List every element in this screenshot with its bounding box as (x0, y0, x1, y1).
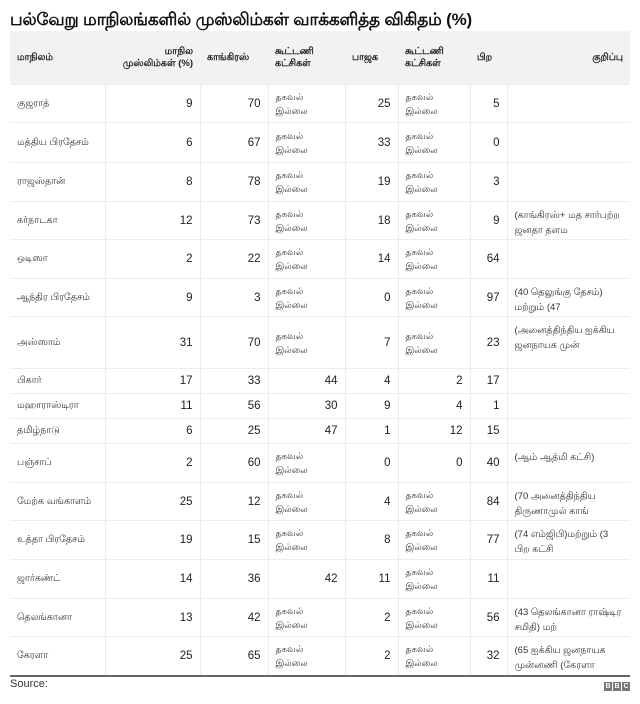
header-others: பிற (470, 31, 507, 85)
note-cell: (65 ஐக்கிய ஜனநாயக முன்னணி (கேரளா (507, 637, 630, 676)
bjp-cell: 0 (345, 279, 398, 317)
congress-cell: 3 (200, 279, 268, 317)
bjp-allies-cell: தகவல் இல்லை (398, 483, 470, 521)
muslim-pct-cell: 6 (105, 123, 200, 163)
bjp-allies-cell: தகவல் இல்லை (398, 123, 470, 163)
header-state: மாநிலம் (10, 31, 105, 85)
others-cell: 0 (470, 123, 507, 163)
muslim-pct-cell: 14 (105, 560, 200, 599)
table-row (10, 521, 630, 560)
congress-cell: 36 (200, 560, 268, 599)
bjp-cell: 9 (345, 394, 398, 419)
bjp-cell: 19 (345, 163, 398, 202)
table-row (10, 394, 630, 419)
state-cell: கர்நாடகா (10, 202, 105, 240)
table-row (10, 369, 630, 394)
congress-cell: 67 (200, 123, 268, 163)
header-note: குறிப்பு (507, 31, 630, 85)
state-cell: அஸ்ஸாம் (10, 317, 105, 369)
muslim-pct-cell: 17 (105, 369, 200, 394)
header-muslim-pct: மாநில முஸ்லிம்கள் (%) (105, 31, 200, 85)
congress-cell: 65 (200, 637, 268, 676)
others-cell: 23 (470, 317, 507, 369)
congress-allies-cell: தகவல் இல்லை (268, 202, 345, 240)
congress-cell: 56 (200, 394, 268, 419)
table-row (10, 85, 630, 123)
others-cell: 1 (470, 394, 507, 419)
note-cell: (காங்கிரஸ்+ மத சார்பற்ற ஜனதா தளம (507, 202, 630, 240)
state-cell: ஆந்திர பிரதேசம் (10, 279, 105, 317)
table-header-row (10, 31, 630, 85)
muslim-pct-cell: 19 (105, 521, 200, 560)
bjp-allies-cell: 2 (398, 369, 470, 394)
others-cell: 5 (470, 85, 507, 123)
note-cell: (அனைத்திந்திய ஐக்கிய ஜனநாயக முன் (507, 317, 630, 369)
bjp-cell: 1 (345, 419, 398, 444)
muslim-pct-cell: 31 (105, 317, 200, 369)
bbc-logo-letter: B (614, 683, 620, 690)
congress-cell: 15 (200, 521, 268, 560)
bjp-allies-cell: 12 (398, 419, 470, 444)
bjp-cell: 4 (345, 483, 398, 521)
congress-allies-cell: 44 (268, 369, 345, 394)
congress-cell: 70 (200, 85, 268, 123)
bjp-cell: 8 (345, 521, 398, 560)
table-row (10, 317, 630, 369)
congress-allies-cell: தகவல் இல்லை (268, 637, 345, 676)
note-cell: (70 அனைத்திந்திய திருணாமுல் காங் (507, 483, 630, 521)
state-cell: பிகார் (10, 369, 105, 394)
table-row (10, 123, 630, 163)
bjp-allies-cell: தகவல் இல்லை (398, 637, 470, 676)
others-cell: 9 (470, 202, 507, 240)
congress-allies-cell: 42 (268, 560, 345, 599)
state-cell: ஒடிஸா (10, 240, 105, 279)
bjp-cell: 33 (345, 123, 398, 163)
muslim-pct-cell: 25 (105, 637, 200, 676)
note-cell (507, 85, 630, 123)
bjp-allies-cell: தகவல் இல்லை (398, 163, 470, 202)
congress-allies-cell: தகவல் இல்லை (268, 240, 345, 279)
table-row (10, 444, 630, 483)
state-cell: ஜார்கண்ட் (10, 560, 105, 599)
state-cell: மேற்க வங்காளம் (10, 483, 105, 521)
bjp-allies-cell: 4 (398, 394, 470, 419)
bjp-cell: 25 (345, 85, 398, 123)
note-cell: (43 தெலங்கானா ராஷ்டிர சமிதி) மற் (507, 599, 630, 637)
congress-allies-cell: தகவல் இல்லை (268, 123, 345, 163)
note-cell: (40 தெலுங்கு தேசம்) மற்றும் (47 (507, 279, 630, 317)
state-cell: மத்திய பிரதேசம் (10, 123, 105, 163)
bjp-cell: 14 (345, 240, 398, 279)
state-cell: குஜராத் (10, 85, 105, 123)
bjp-allies-cell: தகவல் இல்லை (398, 521, 470, 560)
table-row (10, 637, 630, 676)
chart-title: பல்வேறு மாநிலங்களில் முஸ்லிம்கள் வாக்களித்த விகிதம் (%) (10, 10, 472, 29)
others-cell: 77 (470, 521, 507, 560)
note-cell (507, 419, 630, 444)
table-row (10, 240, 630, 279)
bbc-logo-letter: B (605, 683, 611, 690)
muslim-pct-cell: 11 (105, 394, 200, 419)
bjp-cell: 2 (345, 599, 398, 637)
congress-allies-cell: தகவல் இல்லை (268, 483, 345, 521)
header-congress: காங்கிரஸ் (200, 31, 268, 85)
muslim-pct-cell: 8 (105, 163, 200, 202)
note-cell: (74 எம்ஜிபி)மற்றும் (3 பிற கட்சி (507, 521, 630, 560)
note-cell (507, 240, 630, 279)
state-cell: பஞ்சாப் (10, 444, 105, 483)
bjp-cell: 4 (345, 369, 398, 394)
muslim-pct-cell: 6 (105, 419, 200, 444)
bjp-allies-cell: தகவல் இல்லை (398, 240, 470, 279)
muslim-pct-cell: 12 (105, 202, 200, 240)
congress-cell: 22 (200, 240, 268, 279)
others-cell: 56 (470, 599, 507, 637)
state-cell: கேரளா (10, 637, 105, 676)
note-cell: (ஆம் ஆத்மி கட்சி) (507, 444, 630, 483)
table-row (10, 202, 630, 240)
others-cell: 97 (470, 279, 507, 317)
congress-allies-cell: 47 (268, 419, 345, 444)
congress-cell: 42 (200, 599, 268, 637)
note-cell (507, 369, 630, 394)
others-cell: 3 (470, 163, 507, 202)
others-cell: 15 (470, 419, 507, 444)
congress-allies-cell: 30 (268, 394, 345, 419)
header-bjp-allies: கூட்டணி கட்சிகள் (398, 31, 470, 85)
note-cell (507, 560, 630, 599)
congress-allies-cell: தகவல் இல்லை (268, 521, 345, 560)
header-congress-allies: கூட்டணி கட்சிகள் (268, 31, 345, 85)
muslim-pct-cell: 9 (105, 279, 200, 317)
bbc-logo-letter: C (623, 683, 629, 690)
congress-cell: 12 (200, 483, 268, 521)
others-cell: 17 (470, 369, 507, 394)
state-cell: ராஜஸ்தான் (10, 163, 105, 202)
note-cell (507, 163, 630, 202)
bjp-allies-cell: தகவல் இல்லை (398, 317, 470, 369)
state-cell: தெலங்கானா (10, 599, 105, 637)
table-row (10, 279, 630, 317)
congress-allies-cell: தகவல் இல்லை (268, 85, 345, 123)
congress-cell: 73 (200, 202, 268, 240)
congress-cell: 60 (200, 444, 268, 483)
bjp-allies-cell: தகவல் இல்லை (398, 560, 470, 599)
muslim-pct-cell: 13 (105, 599, 200, 637)
congress-allies-cell: தகவல் இல்லை (268, 279, 345, 317)
muslim-pct-cell: 2 (105, 444, 200, 483)
state-cell: மஹாராஸ்டிரா (10, 394, 105, 419)
others-cell: 32 (470, 637, 507, 676)
table-row (10, 560, 630, 599)
bjp-allies-cell: 0 (398, 444, 470, 483)
muslim-pct-cell: 2 (105, 240, 200, 279)
header-bjp: பாஜக (345, 31, 398, 85)
state-cell: உத்தா பிரதேசம் (10, 521, 105, 560)
note-cell (507, 394, 630, 419)
table-row (10, 163, 630, 202)
bjp-allies-cell: தகவல் இல்லை (398, 279, 470, 317)
state-cell: தமிழ்நாடு (10, 419, 105, 444)
bjp-allies-cell: தகவல் இல்லை (398, 202, 470, 240)
table-row (10, 419, 630, 444)
bjp-allies-cell: தகவல் இல்லை (398, 85, 470, 123)
others-cell: 40 (470, 444, 507, 483)
table-row (10, 599, 630, 637)
vote-share-table (10, 31, 630, 677)
congress-allies-cell: தகவல் இல்லை (268, 163, 345, 202)
congress-allies-cell: தகவல் இல்லை (268, 599, 345, 637)
congress-cell: 78 (200, 163, 268, 202)
bjp-cell: 7 (345, 317, 398, 369)
note-cell (507, 123, 630, 163)
bjp-allies-cell: தகவல் இல்லை (398, 599, 470, 637)
muslim-pct-cell: 25 (105, 483, 200, 521)
congress-allies-cell: தகவல் இல்லை (268, 317, 345, 369)
bjp-cell: 2 (345, 637, 398, 676)
bjp-cell: 11 (345, 560, 398, 599)
congress-cell: 70 (200, 317, 268, 369)
others-cell: 64 (470, 240, 507, 279)
congress-allies-cell: தகவல் இல்லை (268, 444, 345, 483)
muslim-pct-cell: 9 (105, 85, 200, 123)
bjp-cell: 18 (345, 202, 398, 240)
bbc-logo (604, 682, 630, 691)
congress-cell: 33 (200, 369, 268, 394)
others-cell: 11 (470, 560, 507, 599)
source-label: Source: (10, 678, 48, 690)
table-row (10, 483, 630, 521)
bjp-cell: 0 (345, 444, 398, 483)
congress-cell: 25 (200, 419, 268, 444)
others-cell: 84 (470, 483, 507, 521)
